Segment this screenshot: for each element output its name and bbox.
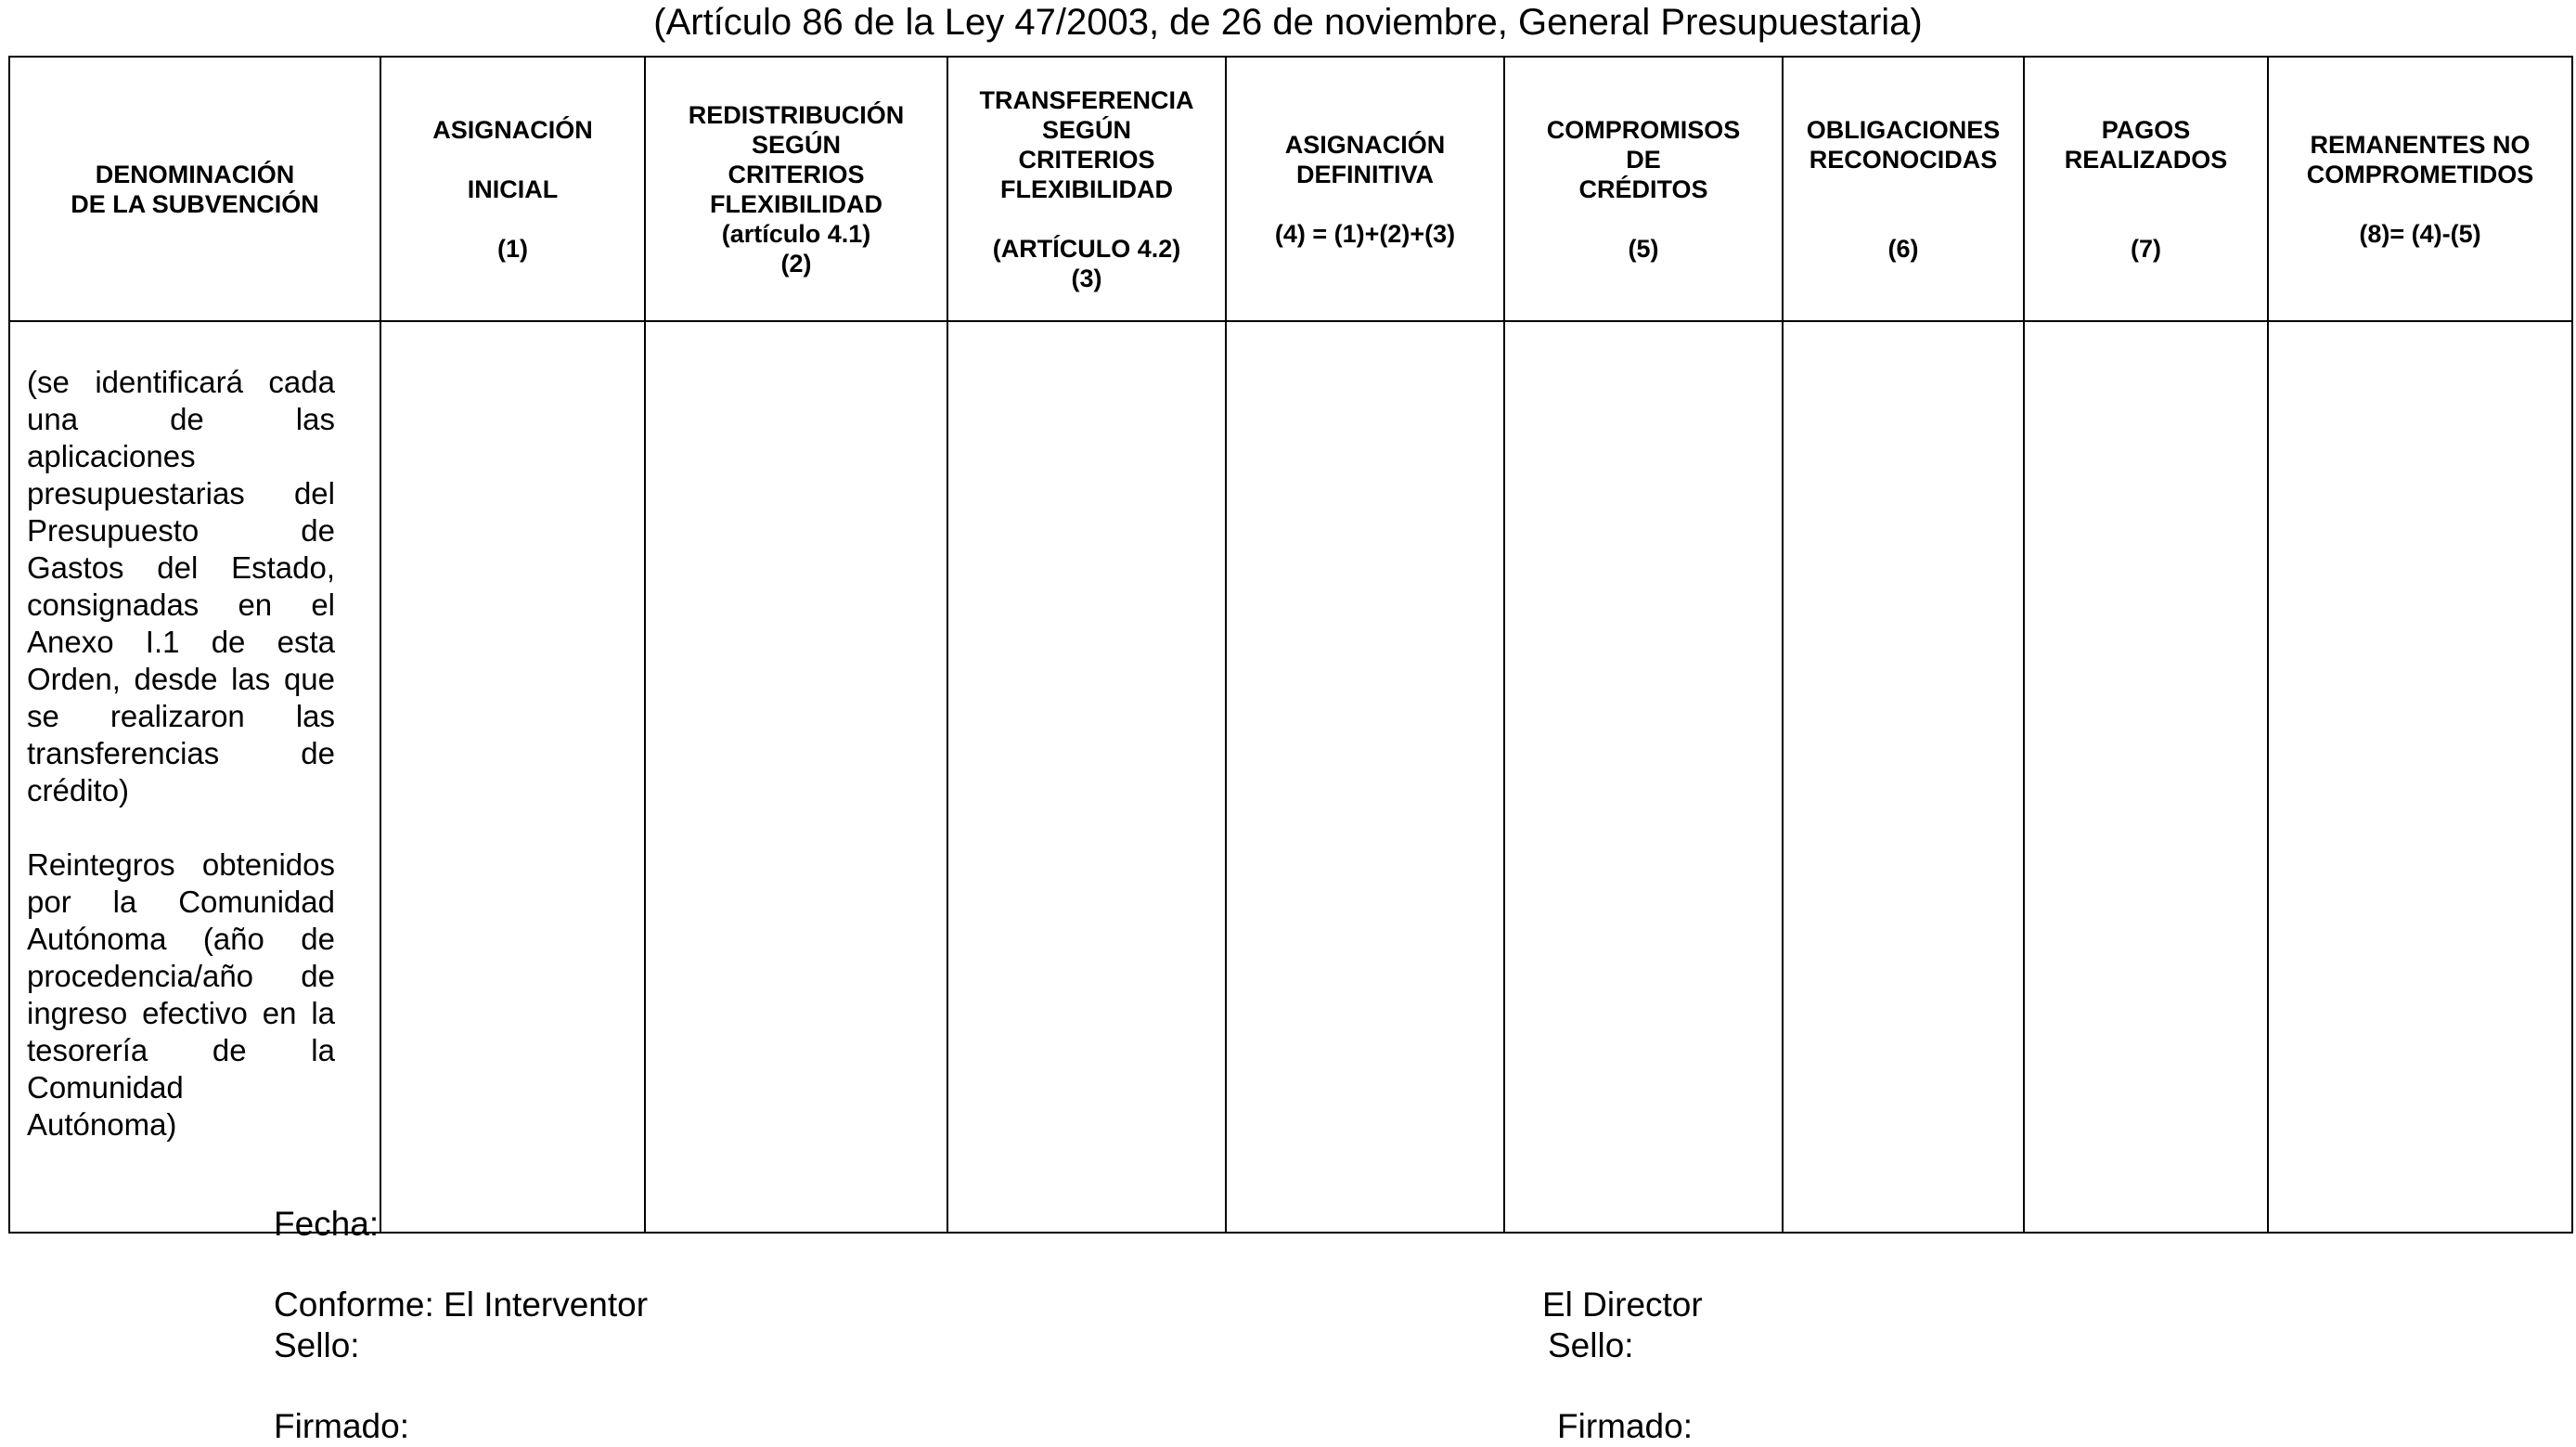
cell-remanentes[interactable]: [2268, 321, 2572, 1233]
header-obligaciones: OBLIGACIONES RECONOCIDAS (6): [1783, 57, 2024, 321]
header-asignacion-definitiva: ASIGNACIÓN DEFINITIVA (4) = (1)+(2)+(3): [1226, 57, 1504, 321]
cell-pagos[interactable]: [2024, 321, 2268, 1233]
cell-obligaciones[interactable]: [1783, 321, 2024, 1233]
header-compromisos: COMPROMISOS DE CRÉDITOS (5): [1504, 57, 1783, 321]
header-asignacion-inicial: ASIGNACIÓN INICIAL (1): [380, 57, 645, 321]
subsidy-table: [8, 56, 2573, 1234]
description-paragraph: (se identificará cada una de las aplicaciones presupuestarias del Presupuesto de Gastos del Estado, consignadas en el Anexo I.1 de esta Orden, desde las que se realizaron las transferencias de crédito): [27, 365, 335, 807]
header-redistribucion: REDISTRIBUCIÓN SEGÚN CRITERIOS FLEXIBILIDAD (artículo 4.1) (2): [645, 57, 947, 321]
description-paragraph: Reintegros obtenidos por la Comunidad Autónoma (año de procedencia/año de ingreso efectivo en la tesorería de la Comunidad Autónoma): [27, 847, 335, 1142]
firmado-left-label: Firmado:: [274, 1407, 409, 1445]
firmado-right-label: Firmado:: [1557, 1407, 1693, 1445]
page-caption: (Artículo 86 de la Ley 47/2003, de 26 de noviembre, General Presupuestaria): [653, 2, 1923, 43]
cell-compromisos[interactable]: [1504, 321, 1783, 1233]
sello-right-label: Sello:: [1548, 1326, 1634, 1364]
conforme-label: Conforme: El Interventor: [274, 1286, 649, 1324]
header-row: [9, 57, 2572, 321]
header-pagos: PAGOS REALIZADOS (7): [2024, 57, 2268, 321]
cell-transferencia[interactable]: [947, 321, 1226, 1233]
table-row: [9, 321, 2572, 1233]
director-label: El Director: [1542, 1286, 1703, 1324]
sello-left-label: Sello:: [274, 1326, 360, 1364]
header-denominacion: DENOMINACIÓN DE LA SUBVENCIÓN: [9, 57, 380, 321]
header-transferencia: TRANSFERENCIA SEGÚN CRITERIOS FLEXIBILIDAD (ARTÍCULO 4.2) (3): [947, 57, 1226, 321]
cell-asignacion-definitiva[interactable]: [1226, 321, 1504, 1233]
header-remanentes: REMANENTES NO COMPROMETIDOS (8)= (4)-(5): [2268, 57, 2572, 321]
description-cell: [9, 321, 380, 1233]
fecha-label: Fecha:: [274, 1205, 380, 1243]
cell-redistribucion[interactable]: [645, 321, 947, 1233]
cell-asignacion-inicial[interactable]: [380, 321, 645, 1233]
